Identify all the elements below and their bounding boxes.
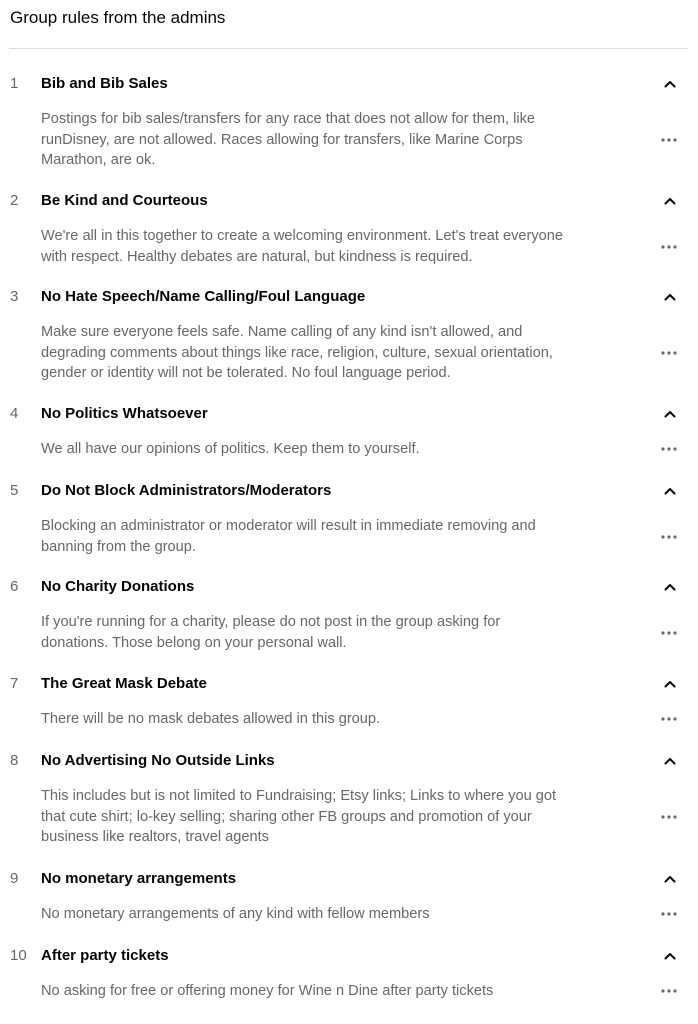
rule-number: 8 [10,752,19,769]
rule-description-line: degrading comments about things like race, religion, culture, sexual orientation, [41,344,553,361]
rule-description-line: We all have our opinions of politics. Keep them to yourself. [41,441,420,457]
rule-number: 9 [10,870,19,887]
rule-number: 7 [10,675,19,692]
rule-description-line: Marathon, are ok. [41,152,156,169]
rule-description [41,612,641,653]
rule-title[interactable]: No Charity Donations [41,578,195,595]
chevron-up-icon[interactable] [664,291,676,303]
rule-description [41,322,641,384]
rule-number: 4 [10,405,19,422]
more-options-icon[interactable] [660,137,678,143]
chevron-up-icon[interactable] [664,873,676,885]
rule-description [41,981,641,1002]
rule-title[interactable]: No Hate Speech/Name Calling/Foul Language [41,288,366,305]
more-options-icon[interactable] [660,534,678,540]
rule-title[interactable]: Do Not Block Administrators/Moderators [41,482,332,499]
rule-description [41,439,641,460]
more-options-icon[interactable] [660,988,678,994]
rule-description [41,516,641,557]
rule-description-line: No monetary arrangements of any kind with fellow members [41,906,430,922]
more-options-icon[interactable] [660,446,678,452]
rule-number: 3 [10,288,19,305]
rule-description-line: Postings for bib sales/transfers for any race that does not allow for them, like [41,111,535,127]
rule-description-line: business like realtors, travel agents [41,829,269,846]
chevron-up-icon[interactable] [664,755,676,767]
rule-description-line: If you're running for a charity, please do not post in the group asking for [41,614,501,630]
rule-description [41,226,641,267]
rule-description-line: There will be no mask debates allowed in this group. [41,711,381,727]
rule-description-line: Make sure everyone feels safe. Name calling of any kind isn't allowed, and [41,324,523,340]
rule-description-line: runDisney, are not allowed. Races allowing for transfers, like Marine Corps [41,131,523,148]
chevron-up-icon[interactable] [664,485,676,497]
more-options-icon[interactable] [660,350,678,356]
rule-number: 5 [10,482,19,499]
more-options-icon[interactable] [660,630,678,636]
rule-number: 6 [10,578,19,595]
rule-description [41,904,641,925]
rule-description-line: banning from the group. [41,538,196,555]
chevron-up-icon[interactable] [664,950,676,962]
chevron-up-icon[interactable] [664,581,676,593]
rule-description-line: This includes but is not limited to Fundraising; Etsy links; Links to where you got [41,788,557,804]
chevron-up-icon[interactable] [664,408,676,420]
header-divider [9,48,688,49]
rule-number: 2 [10,192,19,209]
rule-description-line: that cute shirt; lo-key selling; sharing other FB groups and promotion of your [41,808,532,825]
rule-title[interactable]: No Politics Whatsoever [41,405,208,422]
more-options-icon[interactable] [660,814,678,820]
rule-description-line: We're all in this together to create a welcoming environment. Let's treat everyone [41,228,564,244]
more-options-icon[interactable] [660,911,678,917]
rule-description [41,109,641,171]
rule-title[interactable]: Be Kind and Courteous [41,192,208,209]
page-title: Group rules from the admins [10,8,226,27]
rule-title[interactable]: No monetary arrangements [41,870,237,887]
rule-number: 10 [10,947,27,964]
rule-title[interactable]: No Advertising No Outside Links [41,752,275,769]
more-options-icon[interactable] [660,716,678,722]
rule-description-line: donations. Those belong on your personal wall. [41,634,347,651]
chevron-up-icon[interactable] [664,678,676,690]
rule-number: 1 [10,75,19,92]
chevron-up-icon[interactable] [664,78,676,90]
rule-title[interactable]: Bib and Bib Sales [41,75,168,92]
rule-title[interactable]: After party tickets [41,947,169,964]
rule-description [41,709,641,730]
rule-description-line: with respect. Healthy debates are natural, but kindness is required. [41,248,473,265]
rule-description-line: No asking for free or offering money for Wine n Dine after party tickets [41,983,494,999]
rule-description-line: Blocking an administrator or moderator will result in immediate removing and [41,518,536,534]
rule-description-line: gender or identity will not be tolerated. No foul language period. [41,365,451,382]
more-options-icon[interactable] [660,244,678,250]
rule-title[interactable]: The Great Mask Debate [41,675,207,692]
chevron-up-icon[interactable] [664,195,676,207]
rule-description [41,786,641,848]
